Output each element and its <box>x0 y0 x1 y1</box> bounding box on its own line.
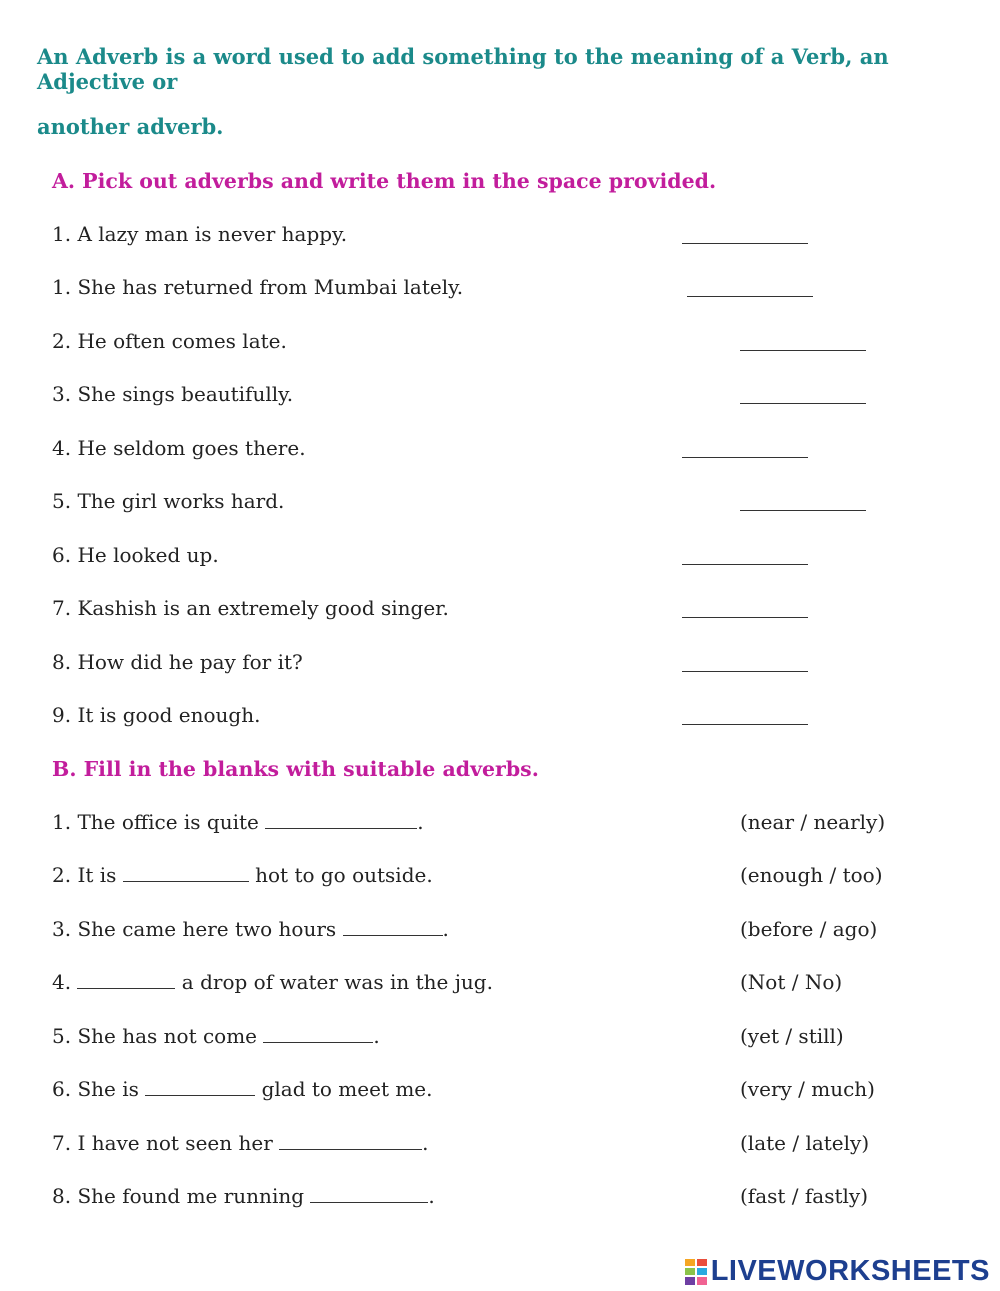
section-b-item <box>52 1131 428 1155</box>
fill-blank[interactable] <box>343 917 443 936</box>
options: (yet / still) <box>740 1024 844 1048</box>
logo-tile <box>685 1259 695 1266</box>
section-a-heading: A. Pick out adverbs and write them in the space provided. <box>52 169 717 193</box>
section-a-item: 1. She has returned from Mumbai lately. <box>52 275 464 299</box>
logo-tile <box>685 1277 695 1284</box>
item-text-after: . <box>422 1131 429 1155</box>
item-text-after: . <box>417 810 424 834</box>
item-text-before: 3. She came here two hours <box>52 917 343 941</box>
section-a-item: 2. He often comes late. <box>52 329 287 353</box>
fill-blank[interactable] <box>279 1131 422 1150</box>
item-text-before: 7. I have not seen her <box>52 1131 280 1155</box>
options: (very / much) <box>740 1077 875 1101</box>
answer-blank[interactable] <box>682 671 808 672</box>
item-text-after: glad to meet me. <box>255 1077 433 1101</box>
answer-blank[interactable] <box>740 510 866 511</box>
section-a-item: 6. He looked up. <box>52 543 219 567</box>
section-b-item <box>52 1184 435 1208</box>
item-text-after: . <box>373 1024 380 1048</box>
section-b-item <box>52 1077 433 1101</box>
logo-tile <box>697 1259 707 1266</box>
answer-blank[interactable] <box>682 617 808 618</box>
item-text-after: . <box>428 1184 435 1208</box>
section-b-item <box>52 863 433 887</box>
options: (enough / too) <box>740 863 883 887</box>
fill-blank[interactable] <box>265 810 417 829</box>
logo-text: LIVEWORKSHEETS <box>710 1255 990 1287</box>
definition-line-2: another adverb. <box>37 114 224 139</box>
answer-blank[interactable] <box>682 724 808 725</box>
item-text-before: 2. It is <box>52 863 123 887</box>
answer-blank[interactable] <box>682 457 808 458</box>
fill-blank[interactable] <box>145 1077 255 1096</box>
item-text-before: 5. She has not come <box>52 1024 264 1048</box>
logo-tile <box>685 1268 695 1275</box>
section-b-item <box>52 917 449 941</box>
answer-blank[interactable] <box>687 296 813 297</box>
item-text-before: 1. The office is quite <box>52 810 266 834</box>
section-a-item: 4. He seldom goes there. <box>52 436 306 460</box>
answer-blank[interactable] <box>740 350 866 351</box>
item-text-after: hot to go outside. <box>248 863 433 887</box>
options: (late / lately) <box>740 1131 870 1155</box>
item-text-after: a drop of water was in the jug. <box>175 970 493 994</box>
logo-mark-icon <box>685 1259 707 1285</box>
fill-blank[interactable] <box>123 863 249 882</box>
options: (Not / No) <box>740 970 843 994</box>
logo-tile <box>697 1277 707 1284</box>
options: (fast / fastly) <box>740 1184 869 1208</box>
definition-line-1: An Adverb is a word used to add something to the meaning of a Verb, an Adjective or <box>37 44 889 94</box>
section-b-item <box>52 1024 380 1048</box>
logo-tile <box>697 1268 707 1275</box>
item-text-before: 8. She found me running <box>52 1184 311 1208</box>
fill-blank[interactable] <box>310 1184 428 1203</box>
fill-blank[interactable] <box>263 1024 373 1043</box>
section-a-item: 3. She sings beautifully. <box>52 382 294 406</box>
section-a-item: 7. Kashish is an extremely good singer. <box>52 596 449 620</box>
section-a-item: 5. The girl works hard. <box>52 489 285 513</box>
item-text-after: . <box>442 917 449 941</box>
section-b-item <box>52 810 424 834</box>
item-text-before: 4. <box>52 970 78 994</box>
fill-blank[interactable] <box>77 970 175 989</box>
answer-blank[interactable] <box>740 403 866 404</box>
section-b-heading: B. Fill in the blanks with suitable adverbs. <box>52 757 539 781</box>
answer-blank[interactable] <box>682 243 808 244</box>
liveworksheets-logo <box>685 1255 990 1288</box>
section-b-item <box>52 970 493 994</box>
answer-blank[interactable] <box>682 564 808 565</box>
options: (near / nearly) <box>740 810 886 834</box>
section-a-item: 8. How did he pay for it? <box>52 650 303 674</box>
item-text-before: 6. She is <box>52 1077 146 1101</box>
options: (before / ago) <box>740 917 878 941</box>
section-a-item: 1. A lazy man is never happy. <box>52 222 348 246</box>
section-a-item: 9. It is good enough. <box>52 703 261 727</box>
